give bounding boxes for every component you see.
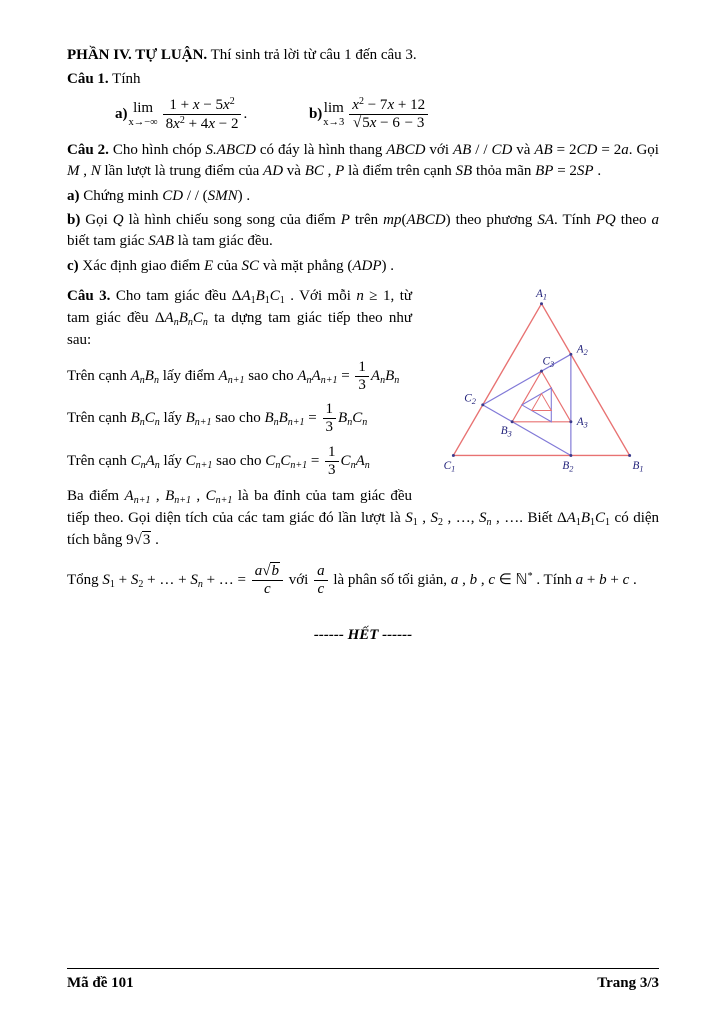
end-marker: ------ HẾT ------ <box>313 627 413 644</box>
vertex-point-b2 <box>569 454 572 457</box>
vertex-point-a1 <box>540 302 543 305</box>
vertex-point-b1 <box>628 454 631 457</box>
triangle-2 <box>483 354 571 455</box>
vertex-label-c2: $C_2$ <box>464 392 476 406</box>
cau3-section <box>67 286 659 598</box>
vertex-label-a2: $A_2$ <box>576 343 588 357</box>
cau2-part-c: c) Xác định giao điểm E của SC và mặt phẳng (ADP) . <box>67 257 395 274</box>
vertex-label-a3: $A_3$ <box>576 415 588 430</box>
vertex-point-c3 <box>540 370 543 373</box>
cau3-figure <box>424 286 659 487</box>
cau3-step-a: Trên cạnh $A_nB_n$ lấy điểm $A_{n+1}$ sao cho $A_nA_{n+1}$ = $\frac{1}{3}$ $A_nB_n$ <box>67 358 400 393</box>
triangle-3 <box>512 371 571 422</box>
cau3-step-b: Trên cạnh $B_nC_n$ lấy $B_{n+1}$ sao cho $B_nB_{n+1}$ = $\frac{1}{3}$ $B_nC_n$ <box>67 401 368 436</box>
vertex-label-b2: $B_2$ <box>562 460 574 474</box>
vertex-point-a3 <box>569 420 572 423</box>
footer-exam-code: Mã đề 101 <box>67 974 134 991</box>
cau3-conclusion: Ba điểm $A_{n+1}$ , $B_{n+1}$ , $C_{n+1}$ là ba đỉnh của tam giác đều tiếp theo. Gọi diện tích của các tam giác đó lần lượt là $S_1$ , $S_2$ , …, $S_n$ , …. Biết $\Delta A_1B_1C_1$ có diện tích bằng 9√3 . <box>67 488 660 549</box>
vertex-point-c1 <box>452 454 455 457</box>
nested-triangles-figure <box>424 286 659 480</box>
cau1-title: Câu 1. Tính <box>67 71 141 88</box>
cau1-limit-a: a) lim x→−∞ $\frac{1 + x - 5x^2}{8x^2 + 4x - 2}$ . <box>115 95 248 132</box>
cau3-step-c: Trên cạnh $C_nA_n$ lấy $C_{n+1}$ sao cho $C_nC_{n+1}$ = $\frac{1}{3}$ $C_nA_n$ <box>67 443 370 478</box>
page-footer <box>67 968 659 994</box>
vertex-label-c3: $C_3$ <box>542 355 555 369</box>
triangle-4 <box>522 388 551 422</box>
vertex-label-c1: $C_1$ <box>443 460 456 474</box>
cau3-sum-question: Tổng $S_1 + S_2$ + … + $S_n$ + … = $\frac{a√b}{c}$ với $\frac{a}{c}$ là phân số tối giản, a , b , c ∈ ℕ* . Tính a + b + c . <box>67 562 637 597</box>
cau2-part-b: b) Gọi Q là hình chiếu song song của điểm P trên mp(ABCD) theo phương SA. Tính PQ theo a biết tam giác SAB là tam giác đều. <box>67 211 659 250</box>
vertex-point-a2 <box>569 353 572 356</box>
cau2-part-a: a) Chứng minh CD / / (SMN) . <box>67 187 251 204</box>
triangle-5 <box>532 394 552 411</box>
cau3-intro: Câu 3. Cho tam giác đều $\Delta A_1B_1C_1$ . Với mỗi n ≥ 1, từ tam giác đều $\Delta A_nB_nC_n$ ta dựng tam giác tiếp theo như sau: <box>67 287 412 349</box>
section-header: PHẦN IV. TỰ LUẬN. Thí sinh trả lời từ câu 1 đến câu 3. <box>67 47 417 63</box>
vertex-point-b3 <box>511 420 514 423</box>
triangle-1 <box>453 304 629 456</box>
vertex-point-c2 <box>481 403 484 406</box>
cau1-limit-b: b) lim x→3 $\frac{x^2 - 7x + 12}{√5x - 6 - 3}$ <box>309 96 430 133</box>
cau2-intro: Câu 2. Cho hình chóp S.ABCD có đáy là hình thang ABCD với AB / / CD và AB = 2CD = 2a. Gọi M , N lần lượt là trung điểm của AD và BC , P là điểm trên cạnh SB thỏa mãn BP = 2SP . <box>67 142 659 180</box>
vertex-label-a1: $A_1$ <box>535 287 548 302</box>
cau1-limits-row <box>115 96 659 134</box>
vertex-label-b1: $B_1$ <box>632 460 644 474</box>
footer-page-number: Trang 3/3 <box>597 974 659 991</box>
vertex-label-b3: $B_3$ <box>500 424 512 439</box>
